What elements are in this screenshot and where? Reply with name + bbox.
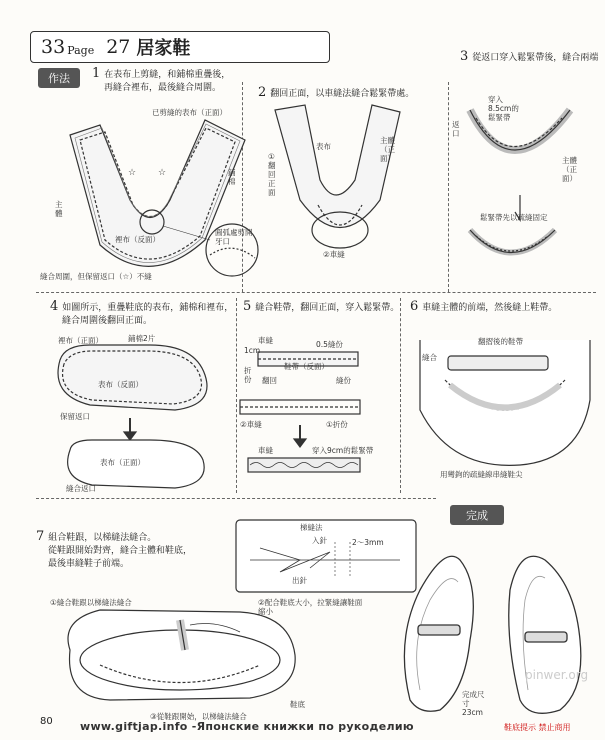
label-s5-fold2: ①折份: [326, 420, 348, 429]
footer-page-number: 80: [40, 716, 53, 727]
step-text: 縫合周圍後翻回正面。: [62, 316, 153, 326]
label-s7-out: 出針: [292, 576, 307, 585]
step-number: 5: [243, 299, 252, 314]
label-s5-turn: 翻回: [262, 376, 277, 385]
step-text: 從返口穿入鬆緊帶後，縫合兩端: [472, 53, 599, 63]
project-number: 27: [106, 36, 131, 58]
method-badge: 作法: [38, 68, 80, 88]
step6-illustration: [420, 340, 590, 465]
label-padding: 鋪棉: [228, 168, 236, 186]
label-circle-note: 圓弧處剪開牙口: [215, 228, 253, 246]
label-s5-strap: 鞋帶（反面）: [284, 362, 329, 371]
footer-red-note: 鞋底提示 禁止商用: [504, 723, 571, 732]
page-title: 居家鞋: [136, 38, 191, 59]
step-number: 1: [92, 66, 101, 81]
label-s7-mm: 2～3mm: [352, 538, 384, 547]
label-s2-turn: ①翻回正面: [268, 152, 276, 197]
step-number: 2: [258, 85, 267, 100]
step7-ladder-diagram: [236, 520, 416, 592]
step-text: 車縫主體的前端，然後縫上鞋帶。: [422, 303, 558, 313]
step-text: 再縫合裡布，最後縫合周圍。: [104, 83, 222, 93]
page-label: Page: [67, 43, 95, 57]
label-s5-sew: 車縫: [258, 336, 273, 345]
label-s7-c1: ①縫合鞋跟以梯縫法縫合: [50, 598, 132, 607]
label-s6-note: 用彎鉤的疏縫線串縫鞋尖: [440, 470, 523, 479]
label-s5-sew3: 車縫: [258, 446, 273, 455]
label-s4-outer-back: 表布（反面）: [98, 380, 143, 389]
label-s4-lining: 裡布（正面）: [58, 336, 103, 345]
footer-watermark: www.giftjap.info -Японские книжки по рукоделию: [80, 720, 414, 733]
label-s5-seam: 縫份: [336, 376, 351, 385]
step-text: 縫合鞋帶，翻回正面，穿入鬆緊帶。: [255, 303, 400, 313]
label-s5-insert: 穿入9cm的鬆緊帶: [312, 446, 374, 455]
label-s5-1cm: 1cm: [244, 346, 261, 355]
label-s5-fold: 折份: [244, 366, 252, 384]
label-main-body: 主體: [55, 200, 63, 218]
label-s7-in: 入針: [312, 536, 327, 545]
label-s3-gap: 返口: [452, 120, 460, 138]
done-badge: 完成: [450, 505, 504, 525]
label-s6-band: 翻摺後的鞋帶: [478, 337, 523, 346]
label-s2-sew: ②車縫: [323, 250, 345, 259]
page-number: 33: [41, 36, 66, 58]
pin-watermark: pinwer.org: [525, 668, 589, 682]
label-s2-outer: 表布: [316, 142, 331, 151]
step-number: 7: [36, 529, 45, 544]
step-text: 在表布上剪縫，和鋪棉重疊後，: [104, 70, 231, 80]
step2-upper-illustration: [275, 105, 400, 248]
step-text: 如圖所示，重疊鞋底的表布，鋪棉和裡布，: [62, 303, 234, 313]
label-s7-sole: 鞋底: [290, 700, 305, 709]
step-number: 3: [460, 50, 469, 64]
label-s5-sew2: ②車縫: [240, 420, 262, 429]
label-cut-fabric: 已剪縫的表布（正面）: [152, 108, 227, 117]
label-s2-main: 主體（正面）: [380, 136, 395, 163]
label-s3-fix: 鬆緊帶先以疏縫固定: [480, 213, 548, 222]
label-s7-c3: ③從鞋跟開始，以梯縫法縫合: [150, 712, 247, 721]
step1-upper-illustration: [70, 120, 258, 276]
step-text: 翻回正面，以車縫法縫合鬆緊帶處。: [270, 89, 415, 99]
label-s4-gap: 保留返口: [60, 412, 90, 421]
step3-illustration: [470, 110, 570, 253]
label-s7-c2: ②配合鞋底大小，拉緊縫讓鞋面縮小: [258, 598, 363, 616]
label-s4-pad: 鋪棉2片: [128, 334, 156, 343]
finished-slippers-illustration: [404, 556, 580, 713]
step7-slipper-illustration: [68, 610, 295, 700]
label-lining-back: 裡布（反面）: [115, 235, 160, 244]
label-s7-ladder: 梯縫法: [300, 523, 323, 532]
label-s3-insert: 穿入8.5cm的鬆緊帶: [488, 95, 519, 122]
label-s3-main: 主體（正面）: [562, 156, 577, 183]
label-s6-sew: 縫合: [422, 353, 437, 362]
label-sew-note: 縫合周圍，但保留返口（☆）不縫: [40, 272, 152, 281]
step-text: 最後車縫鞋子前端。: [48, 559, 130, 569]
label-size-note: 完成尺寸 23cm: [462, 690, 485, 717]
step-number: 4: [50, 299, 59, 314]
svg-text:☆: ☆: [128, 168, 137, 178]
step-text: 組合鞋跟，以梯縫法縫合。: [48, 533, 157, 543]
step-text: 從鞋跟開始對齊，縫合主體和鞋底，: [48, 546, 193, 556]
label-s4-outer-front: 表布（正面）: [100, 458, 145, 467]
label-s4-close: 縫合返口: [66, 484, 96, 493]
footer: [0, 718, 605, 740]
label-s5-05: 0.5縫份: [316, 340, 343, 349]
step-number: 6: [410, 299, 419, 314]
svg-text:☆: ☆: [158, 168, 167, 178]
